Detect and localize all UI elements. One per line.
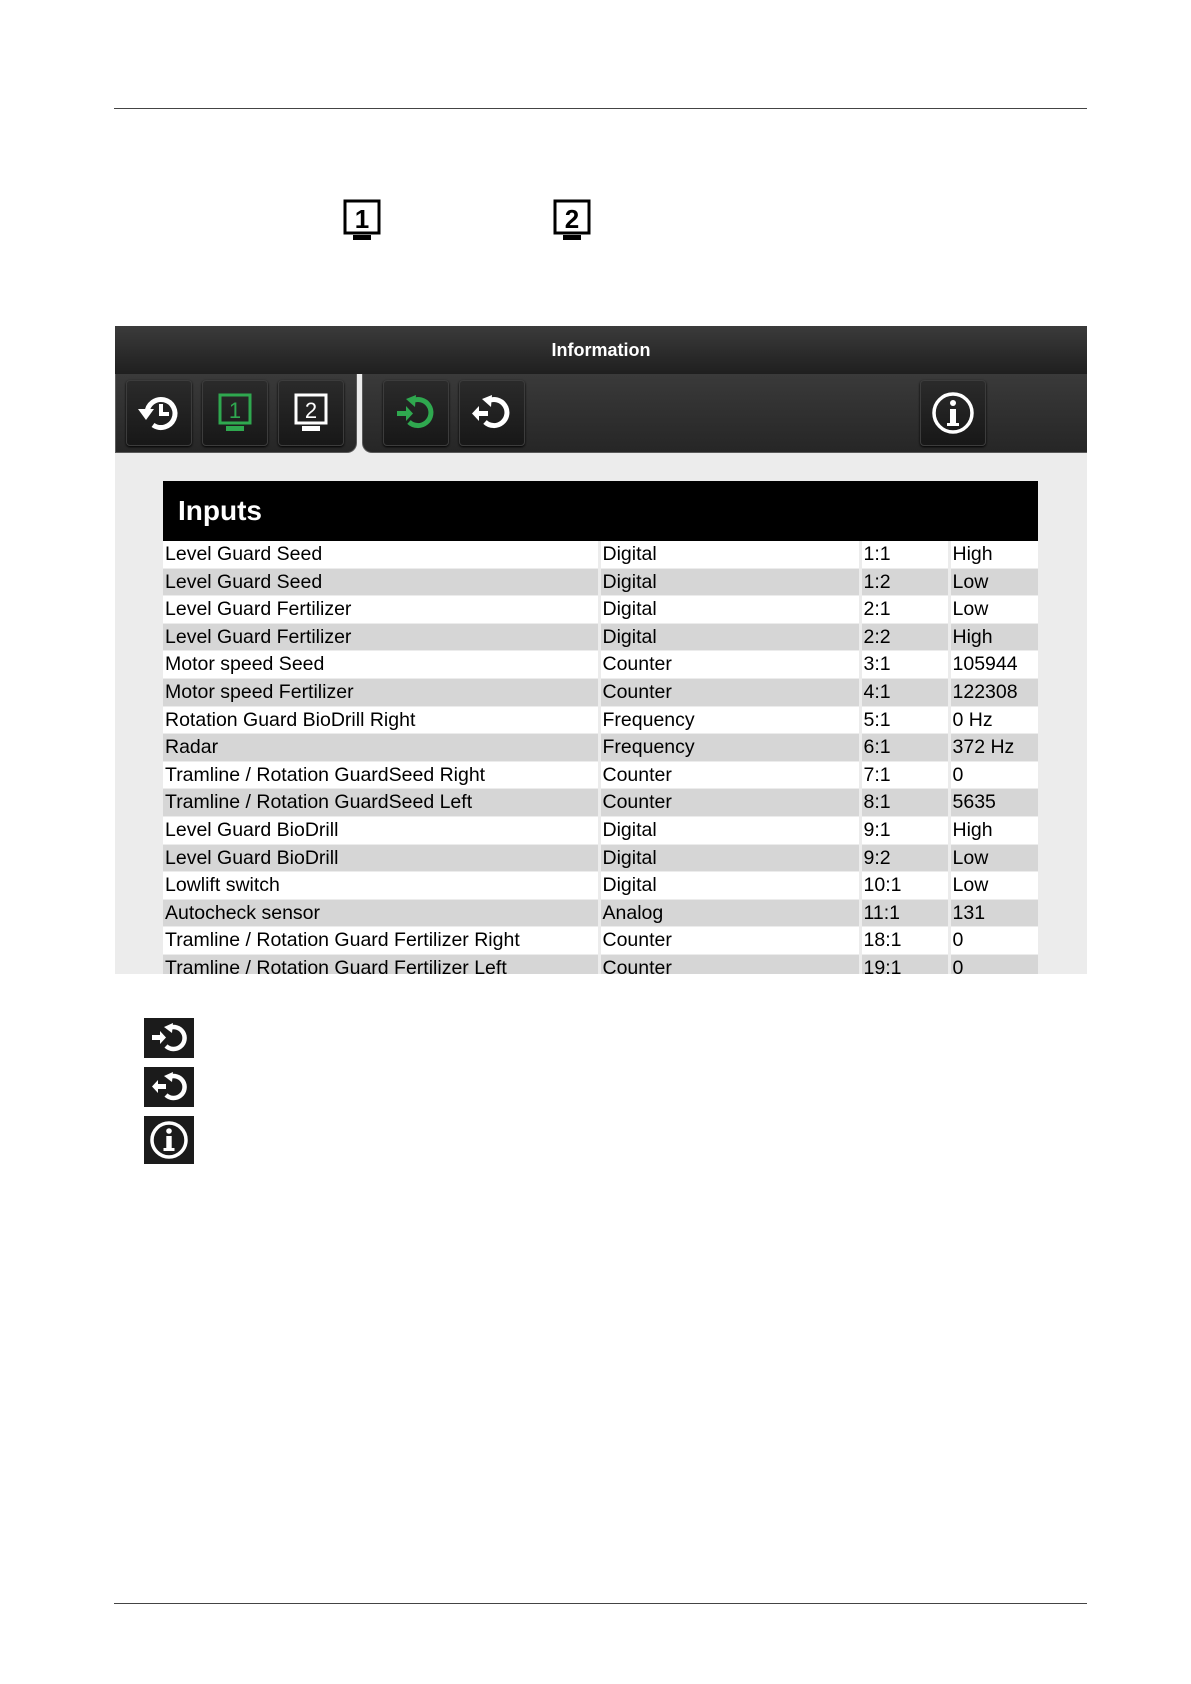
input-value-cell: High bbox=[949, 623, 1038, 651]
header-rule bbox=[114, 108, 1087, 109]
input-channel-cell: 10:1 bbox=[860, 872, 949, 900]
input-name-cell: Level Guard BioDrill bbox=[163, 816, 599, 844]
input-channel-cell: 5:1 bbox=[860, 706, 949, 734]
input-channel-cell: 2:2 bbox=[860, 623, 949, 651]
input-name-cell: Rotation Guard BioDrill Right bbox=[163, 706, 599, 734]
input-channel-cell: 18:1 bbox=[860, 927, 949, 955]
toolbar-left-group bbox=[115, 374, 357, 453]
input-type-cell: Analog bbox=[599, 899, 860, 927]
history-icon bbox=[135, 389, 183, 437]
input-type-cell: Counter bbox=[599, 927, 860, 955]
input-name-cell: Tramline / Rotation GuardSeed Right bbox=[163, 761, 599, 789]
input-name-cell: Tramline / Rotation Guard Fertilizer Left bbox=[163, 954, 599, 974]
table-row bbox=[163, 844, 1038, 872]
table-row bbox=[163, 927, 1038, 955]
input-type-cell: Frequency bbox=[599, 706, 860, 734]
table-row bbox=[163, 761, 1038, 789]
input-value-cell: High bbox=[949, 541, 1038, 568]
input-type-cell: Digital bbox=[599, 816, 860, 844]
seed-unit-1-icon bbox=[211, 389, 259, 437]
input-name-cell: Level Guard Seed bbox=[163, 541, 599, 568]
info-icon bbox=[929, 389, 977, 437]
input-value-cell: 372 Hz bbox=[949, 734, 1038, 762]
input-type-cell: Counter bbox=[599, 789, 860, 817]
input-channel-cell: 6:1 bbox=[860, 734, 949, 762]
inputs-heading: Inputs bbox=[163, 481, 1038, 541]
input-value-cell: Low bbox=[949, 596, 1038, 624]
input-value-cell: 105944 bbox=[949, 651, 1038, 679]
input-channel-cell: 7:1 bbox=[860, 761, 949, 789]
input-value-cell: 5635 bbox=[949, 789, 1038, 817]
input-channel-cell: 11:1 bbox=[860, 899, 949, 927]
seed-unit-1-icon bbox=[342, 198, 382, 244]
input-channel-cell: 19:1 bbox=[860, 954, 949, 974]
outputs-icon bbox=[468, 389, 516, 437]
input-type-cell: Counter bbox=[599, 651, 860, 679]
table-row bbox=[163, 954, 1038, 974]
svg-text:1: 1 bbox=[228, 398, 242, 423]
table-row bbox=[163, 623, 1038, 651]
inputs-table bbox=[163, 481, 1038, 974]
input-value-cell: 0 Hz bbox=[949, 706, 1038, 734]
input-channel-cell: 1:1 bbox=[860, 541, 949, 568]
input-name-cell: Motor speed Seed bbox=[163, 651, 599, 679]
table-row bbox=[163, 651, 1038, 679]
input-channel-cell: 1:2 bbox=[860, 568, 949, 596]
table-row bbox=[163, 899, 1038, 927]
table-row bbox=[163, 816, 1038, 844]
seed-unit-1-button[interactable] bbox=[202, 380, 268, 446]
table-row bbox=[163, 678, 1038, 706]
seed-unit-2-icon bbox=[552, 198, 592, 244]
input-channel-cell: 8:1 bbox=[860, 789, 949, 817]
history-button[interactable] bbox=[126, 380, 192, 446]
input-name-cell: Tramline / Rotation Guard Fertilizer Right bbox=[163, 927, 599, 955]
input-value-cell: Low bbox=[949, 844, 1038, 872]
input-value-cell: Low bbox=[949, 568, 1038, 596]
input-value-cell: 131 bbox=[949, 899, 1038, 927]
input-type-cell: Digital bbox=[599, 872, 860, 900]
seed-unit-2-icon bbox=[287, 389, 335, 437]
inputs-icon bbox=[144, 1018, 194, 1058]
table-row bbox=[163, 789, 1038, 817]
input-type-cell: Counter bbox=[599, 678, 860, 706]
table-row bbox=[163, 568, 1038, 596]
input-name-cell: Tramline / Rotation GuardSeed Left bbox=[163, 789, 599, 817]
input-name-cell: Level Guard Fertilizer bbox=[163, 596, 599, 624]
table-row bbox=[163, 596, 1038, 624]
input-type-cell: Digital bbox=[599, 541, 860, 568]
input-value-cell: Low bbox=[949, 872, 1038, 900]
information-screen bbox=[115, 326, 1087, 974]
outputs-icon bbox=[144, 1067, 194, 1107]
input-value-cell: 0 bbox=[949, 927, 1038, 955]
screen-title: Information bbox=[115, 326, 1087, 374]
svg-text:1: 1 bbox=[354, 204, 370, 234]
table-row bbox=[163, 734, 1038, 762]
input-value-cell: High bbox=[949, 816, 1038, 844]
input-type-cell: Digital bbox=[599, 623, 860, 651]
footer-rule bbox=[114, 1603, 1087, 1604]
inputs-button[interactable] bbox=[383, 380, 449, 446]
input-type-cell: Counter bbox=[599, 761, 860, 789]
table-row bbox=[163, 541, 1038, 568]
input-channel-cell: 3:1 bbox=[860, 651, 949, 679]
toolbar-right-group bbox=[362, 374, 1087, 453]
input-name-cell: Motor speed Fertilizer bbox=[163, 678, 599, 706]
input-name-cell: Autocheck sensor bbox=[163, 899, 599, 927]
outputs-button[interactable] bbox=[459, 380, 525, 446]
info-button[interactable] bbox=[920, 380, 986, 446]
input-value-cell: 0 bbox=[949, 761, 1038, 789]
svg-text:2: 2 bbox=[304, 398, 318, 423]
input-channel-cell: 4:1 bbox=[860, 678, 949, 706]
table-row bbox=[163, 872, 1038, 900]
svg-text:2: 2 bbox=[564, 204, 580, 234]
input-type-cell: Counter bbox=[599, 954, 860, 974]
table-row bbox=[163, 706, 1038, 734]
input-type-cell: Digital bbox=[599, 568, 860, 596]
input-name-cell: Radar bbox=[163, 734, 599, 762]
seed-unit-2-button[interactable] bbox=[278, 380, 344, 446]
input-name-cell: Lowlift switch bbox=[163, 872, 599, 900]
input-name-cell: Level Guard Fertilizer bbox=[163, 623, 599, 651]
input-channel-cell: 2:1 bbox=[860, 596, 949, 624]
toolbar bbox=[115, 374, 1087, 454]
input-type-cell: Frequency bbox=[599, 734, 860, 762]
info-icon bbox=[144, 1116, 194, 1164]
input-value-cell: 122308 bbox=[949, 678, 1038, 706]
input-type-cell: Digital bbox=[599, 844, 860, 872]
input-type-cell: Digital bbox=[599, 596, 860, 624]
input-name-cell: Level Guard BioDrill bbox=[163, 844, 599, 872]
input-channel-cell: 9:2 bbox=[860, 844, 949, 872]
input-channel-cell: 9:1 bbox=[860, 816, 949, 844]
input-value-cell: 0 bbox=[949, 954, 1038, 974]
input-name-cell: Level Guard Seed bbox=[163, 568, 599, 596]
inputs-icon bbox=[392, 389, 440, 437]
